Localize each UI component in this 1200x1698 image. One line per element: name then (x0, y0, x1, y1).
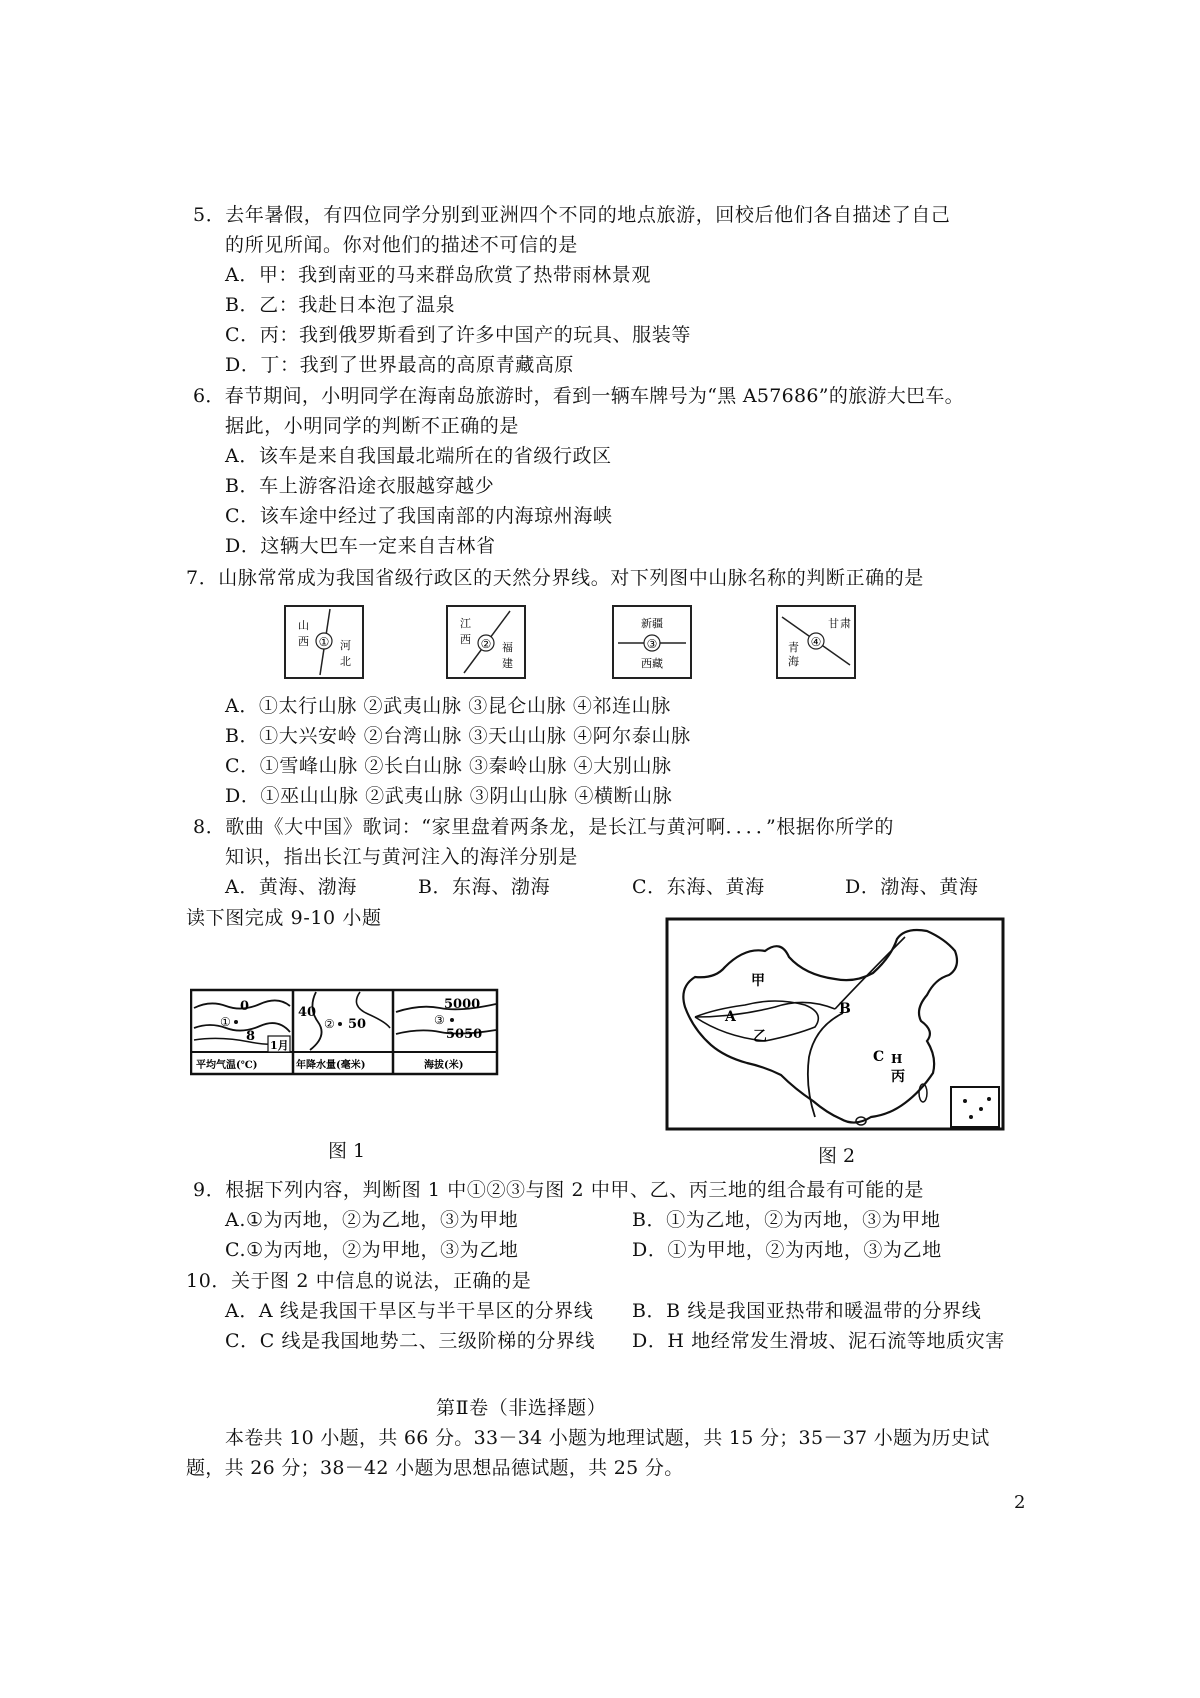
q7-box-1 (284, 605, 364, 679)
q6-stem-line1: 6．春节期间，小明同学在海南岛旅游时，看到一辆车牌号为“黑 A57686”的旅游大巴车。 (193, 385, 964, 407)
q7-box2-right-top: 福 (502, 641, 513, 654)
fig1-p2-v50: 50 (348, 1017, 367, 1032)
q7-box2-left-top: 江 (460, 617, 471, 630)
q9-option-d: D．①为甲地，②为丙地，③为乙地 (632, 1239, 942, 1261)
fig2-label-jia: 甲 (751, 973, 765, 989)
q7-box4-left-top: 青 (788, 641, 799, 654)
q7-box1-left-bottom: 西 (298, 635, 309, 648)
fig1-p1-month: 1月 (270, 1039, 289, 1052)
q5-option-a: A．甲：我到南亚的马来群岛欣赏了热带雨林景观 (225, 264, 651, 286)
figure-1-caption: 图 1 (328, 1140, 366, 1162)
q7-box2-mark: ② (480, 637, 492, 651)
q7-option-b: B．①大兴安岭 ②台湾山脉 ③天山山脉 ④阿尔泰山脉 (225, 725, 691, 747)
fig1-p2-mark: ② (324, 1017, 335, 1031)
q6-option-d: D．这辆大巴车一定来自吉林省 (225, 535, 496, 557)
q9-stem: 9．根据下列内容，判断图 1 中①②③与图 2 中甲、乙、丙三地的组合最有可能的是 (193, 1179, 925, 1201)
q5-stem-line1: 5．去年暑假，有四位同学分别到亚洲四个不同的地点旅游，回校后他们各自描述了自己 (193, 204, 951, 226)
q7-box1-left-top: 山 (298, 619, 309, 632)
q7-box3-top: 新疆 (641, 617, 663, 630)
figure-2-caption: 图 2 (818, 1145, 856, 1167)
read-prompt: 读下图完成 9-10 小题 (186, 907, 382, 929)
q7-stem: 7．山脉常常成为我国省级行政区的天然分界线。对下列图中山脉名称的判断正确的是 (186, 567, 924, 589)
q5-option-c: C．丙：我到俄罗斯看到了许多中国产的玩具、服装等 (225, 324, 691, 346)
q10-stem: 10．关于图 2 中信息的说法，正确的是 (186, 1270, 532, 1292)
q6-option-c: C．该车途中经过了我国南部的内海琼州海峡 (225, 505, 613, 527)
fig1-p1-v0: 0 (240, 999, 250, 1014)
q7-box-2 (446, 605, 526, 679)
q7-option-c: C．①雪峰山脉 ②长白山脉 ③秦岭山脉 ④大别山脉 (225, 755, 672, 777)
fig1-p1-v8: 8 (246, 1029, 256, 1044)
q8-option-a: A．黄海、渤海 (225, 876, 357, 898)
q10-option-a: A．A 线是我国干旱区与半干旱区的分界线 (225, 1300, 594, 1322)
q7-option-a: A．①太行山脉 ②武夷山脉 ③昆仑山脉 ④祁连山脉 (225, 695, 671, 717)
q7-option-d: D．①巫山山脉 ②武夷山脉 ③阴山山脉 ④横断山脉 (225, 785, 673, 807)
fig1-p1-label: 平均气温(℃) (196, 1060, 258, 1071)
fig1-p2-label: 年降水量(毫米) (296, 1060, 366, 1071)
q5-option-d: D．丁：我到了世界最高的高原青藏高原 (225, 354, 575, 376)
page-number: 2 (1014, 1492, 1026, 1513)
fig1-p1-mark: ① (220, 1015, 231, 1029)
q7-box4-left-bottom: 海 (788, 655, 799, 668)
fig2-label-c: C (873, 1049, 885, 1065)
q9-option-a: A.①为丙地，②为乙地，③为甲地 (225, 1209, 519, 1231)
fig2-label-b: B (839, 1001, 851, 1017)
q6-option-a: A．该车是来自我国最北端所在的省级行政区 (225, 445, 612, 467)
figure-1 (190, 988, 500, 1078)
q7-box-4 (776, 605, 856, 679)
fig1-p3-label: 海拔(米) (424, 1060, 464, 1071)
fig1-p3-mark: ③ (434, 1013, 445, 1027)
fig1-p3-v5050: 5050 (446, 1027, 483, 1042)
section2-line1: 本卷共 10 小题，共 66 分。33－34 小题为地理试题，共 15 分；35－37 小题为历史试 (225, 1427, 990, 1449)
q7-box3-bottom: 西藏 (641, 657, 663, 670)
section2-title: 第Ⅱ卷（非选择题） (436, 1397, 607, 1419)
q7-box3-mark: ③ (646, 637, 658, 651)
q7-box2-right-bottom: 建 (502, 657, 513, 670)
q8-stem-line2: 知识，指出长江与黄河注入的海洋分别是 (225, 846, 578, 868)
fig2-label-a: A (725, 1009, 736, 1025)
figure-2 (665, 917, 1007, 1133)
q9-option-b: B．①为乙地，②为丙地，③为甲地 (632, 1209, 941, 1231)
q8-option-c: C．东海、黄海 (632, 876, 765, 898)
q7-box1-right-bottom: 北 (340, 655, 351, 668)
q8-option-d: D．渤海、黄海 (845, 876, 979, 898)
q5-stem-line2: 的所见所闻。你对他们的描述不可信的是 (225, 234, 578, 256)
q10-option-c: C．C 线是我国地势二、三级阶梯的分界线 (225, 1330, 596, 1352)
q7-box1-mark: ① (318, 635, 330, 649)
q7-box1-right-top: 河 (340, 639, 351, 652)
q8-option-b: B．东海、渤海 (418, 876, 551, 898)
q9-option-c: C.①为丙地，②为甲地，③为乙地 (225, 1239, 519, 1261)
fig1-p2-v40: 40 (298, 1005, 317, 1020)
q10-option-b: B．B 线是我国亚热带和暖温带的分界线 (632, 1300, 982, 1322)
q7-box4-right-top: 甘 (828, 617, 839, 630)
fig2-label-bing: 丙 (891, 1069, 905, 1085)
q7-box4-right-bottom: 肃 (840, 617, 851, 630)
fig2-label-h: H (891, 1052, 903, 1066)
q5-option-b: B．乙：我赴日本泡了温泉 (225, 294, 456, 316)
q7-box-3 (612, 605, 692, 679)
q10-option-d: D．H 地经常发生滑坡、泥石流等地质灾害 (632, 1330, 1005, 1352)
q8-stem-line1: 8．歌曲《大中国》歌词：“家里盘着两条龙，是长江与黄河啊．．．．”根据你所学的 (193, 816, 894, 838)
q7-box2-left-bottom: 西 (460, 633, 471, 646)
fig1-p3-v5000: 5000 (444, 997, 481, 1012)
q7-box4-mark: ④ (810, 635, 822, 649)
section2-line2: 题，共 26 分；38－42 小题为思想品德试题，共 25 分。 (186, 1457, 684, 1479)
q6-option-b: B．车上游客沿途衣服越穿越少 (225, 475, 495, 497)
q6-stem-line2: 据此，小明同学的判断不正确的是 (225, 415, 520, 437)
fig2-label-yi: 乙 (753, 1029, 767, 1045)
